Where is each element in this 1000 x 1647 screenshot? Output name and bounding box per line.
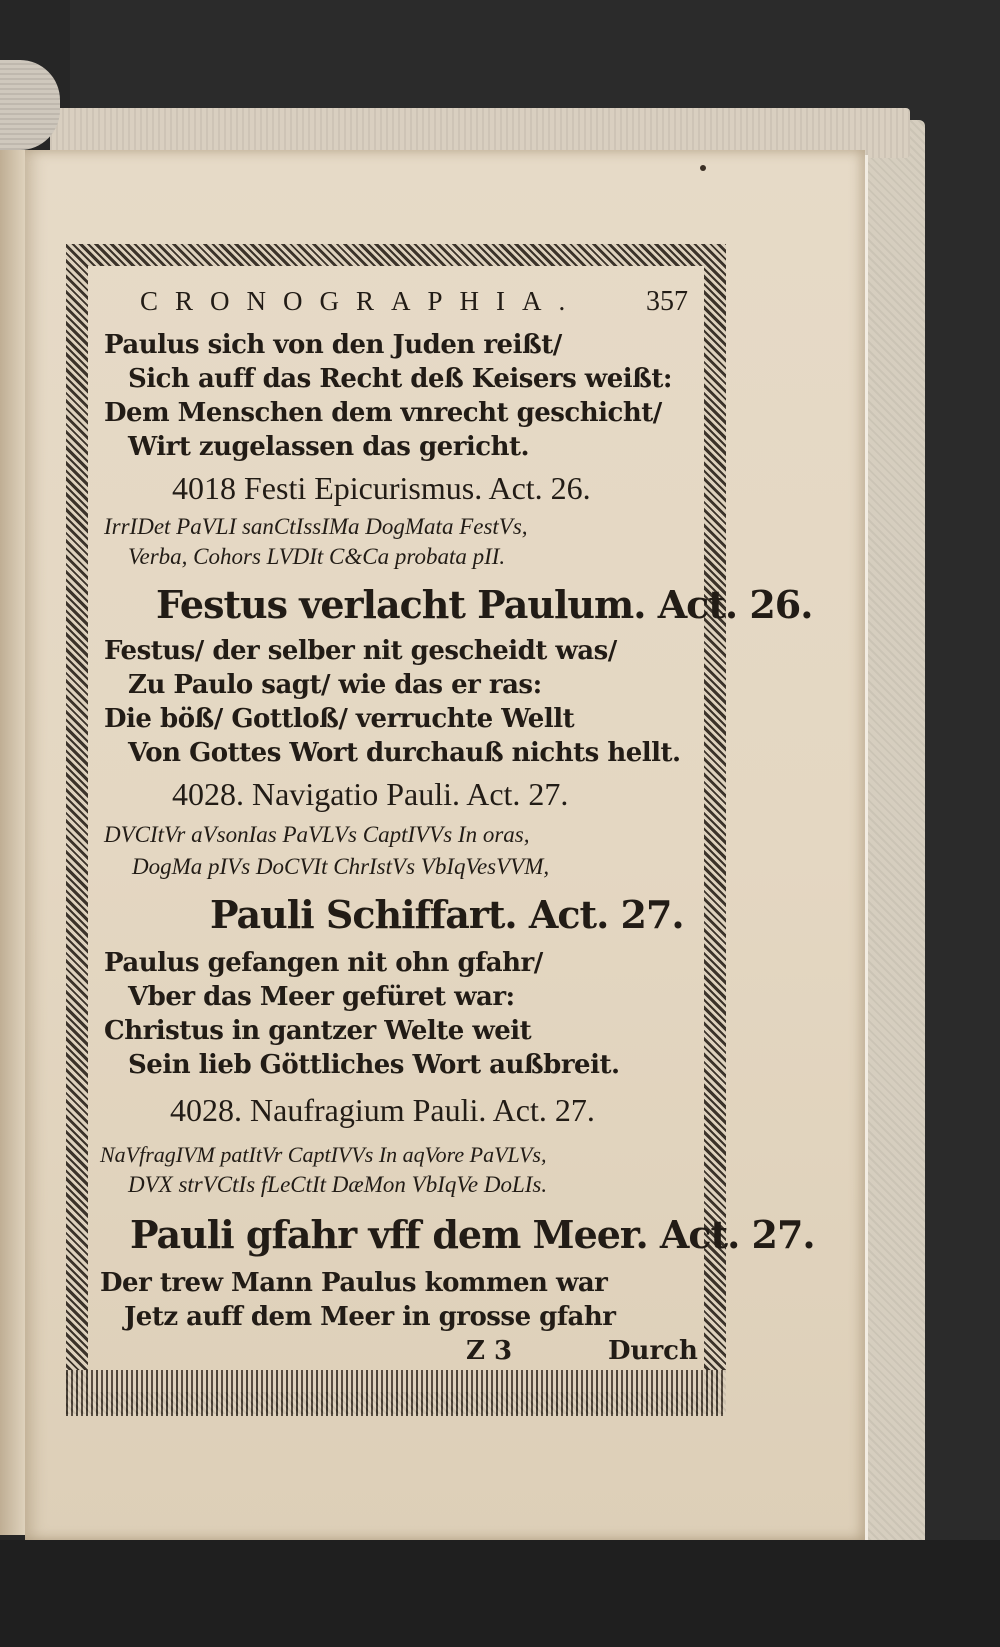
chronogram-line: DVX strVCtIs fLeCtIt DæMon VbIqVe DoLIs. [128,1172,548,1197]
verse-line: Christus in gantzer Welte weit [104,1016,532,1046]
ornamental-border-bottom [66,1370,726,1416]
verse-line: Der trew Mann Paulus kommen war [100,1268,608,1298]
verse-line: Vber das Meer gefüret war: [128,982,515,1012]
verse-line: Zu Paulo sagt/ wie das er ras: [128,670,542,700]
verse-line: Paulus gefangen nit ohn gfahr/ [104,948,543,978]
left-page-edge [0,150,28,1535]
catchword: Durch [608,1336,698,1366]
verse-line: Wirt zugelassen das gericht. [128,432,530,462]
verse-line: Dem Menschen dem vnrecht geschicht/ [104,398,662,428]
verse-line: Von Gottes Wort durchauß nichts hellt. [128,738,681,768]
page-number: 357 [646,286,688,317]
chronogram-line: IrrIDet PaVLI sanCtIssIMa DogMata FestVs, [104,514,528,539]
scan-background-bottom [0,1540,1000,1647]
signature-mark: Z 3 [466,1336,513,1366]
verse-line: Sich auff das Recht deß Keisers weißt: [128,364,672,394]
verse-line: Jetz auff dem Meer in grosse gfahr [124,1302,616,1332]
entry-title: Pauli Schiffart. Act. 27. [210,892,684,937]
entry-title: Festus verlacht Paulum. Act. 26. [156,582,813,627]
entry-title: Pauli gfahr vff dem Meer. Act. 27. [130,1212,815,1257]
entry-heading: 4028. Navigatio Pauli. Act. 27. [172,776,569,812]
verse-line: Die böß/ Gottloß/ verruchte Wellt [104,704,575,734]
entry-heading: 4028. Naufragium Pauli. Act. 27. [170,1092,595,1128]
verse-line: Festus/ der selber nit gescheidt was/ [104,636,617,666]
entry-heading: 4018 Festi Epicurismus. Act. 26. [172,470,591,506]
verse-line: Sein lieb Göttliches Wort außbreit. [128,1050,620,1080]
chronogram-line: NaVfragIVM patItVr CaptIVVs In aqVore PaVLVs, [100,1142,547,1167]
ink-spot [700,165,706,171]
chronogram-line: Verba, Cohors LVDIt C&Ca probata pII. [128,544,506,569]
chronogram-line: DVCItVr aVsonIas PaVLVs CaptIVVs In oras, [104,822,530,847]
chronogram-line: DogMa pIVs DoCVIt ChrIstVs VbIqVesVVM, [132,854,550,879]
verse-line: Paulus sich von den Juden reißt/ [104,330,562,360]
running-head: CRONOGRAPHIA. [140,286,583,316]
